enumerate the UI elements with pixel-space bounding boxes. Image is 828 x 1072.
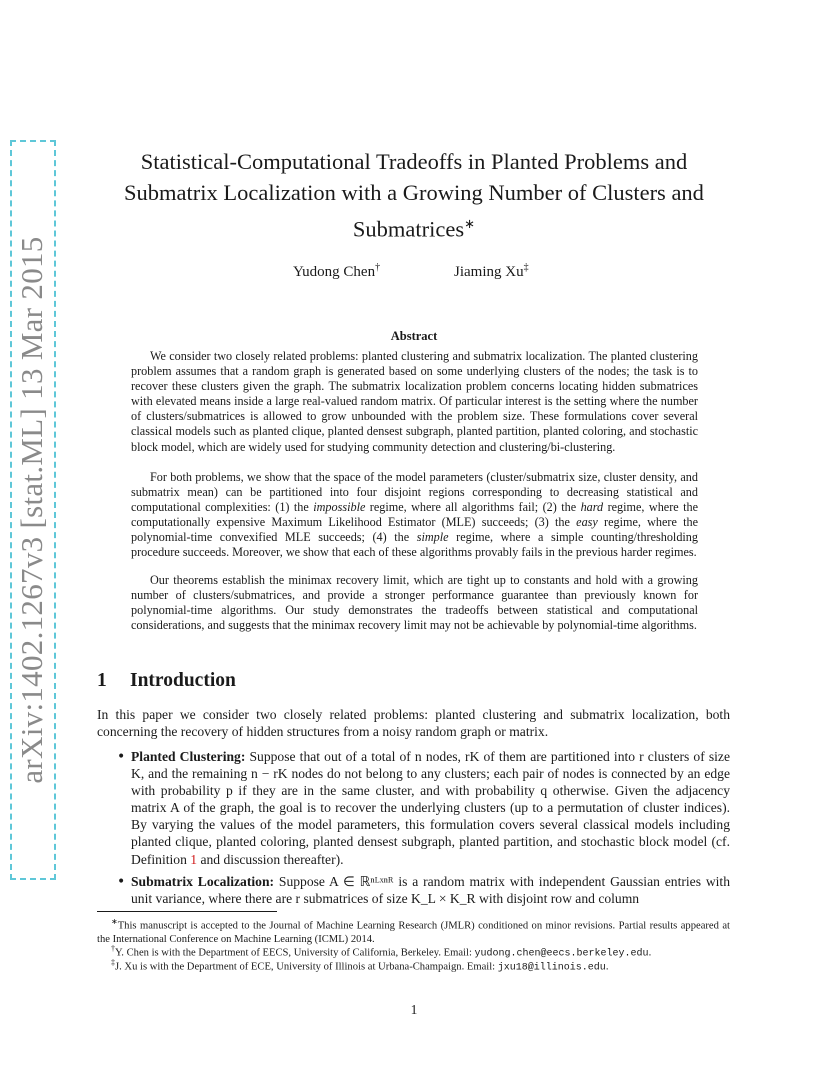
section-title: Introduction [130,670,236,691]
abstract-heading: Abstract [390,329,438,343]
footnote-divider [97,911,277,912]
bullet-marker: • [117,749,126,765]
title-line-1: Statistical-Computational Tradeoffs in Planted Problems and [140,149,688,174]
bullet-marker: • [117,874,126,890]
section-number: 1 [97,670,107,691]
abstract-paragraph-3: Our theorems establish the minimax recovery limit, which are tight up to constants and hold with a growing number of clusters/submatrices, and provide a stronger performance guarantee than previously known for polynomial-time algorithms. Our study demonstrates the tradeoffs between statistical and computational considerations, and suggests that the minimax recovery limit may not be achievable by polynomial-time algorithms. [131,573,698,633]
author-xu: Jiaming Xu‡ [454,262,529,280]
email-xu[interactable]: jxu18@illinois.edu [497,962,606,974]
bullet-planted-clustering: Planted Clustering: Suppose that out of a total of n nodes, rK of them are partitioned into r clusters of size K, and the remaining n − rK nodes do not belong to any clusters; each pair of nodes is connected by an edge with probability p if they are in the same cluster, and with probability q otherwise. Given the adjacency matrix A of the graph, the goal is to recover the underlying clusters (up to a permutation of cluster indices). By varying the values of the model parameters, this formulation covers several classical models including planted clique, planted coloring, planted densest subgraph, planted partition, and stochastic block model (cf. Definition 1 and discussion thereafter). [131,749,731,867]
title-footnote-mark: ∗ [464,216,476,231]
author-chen: Yudong Chen† [293,262,381,280]
footnote-3: ‡J. Xu is with the Department of ECE, University of Illinois at Urbana-Champaign. Email: jxu18@illinois.edu. [111,958,609,974]
title-line-3: Submatrices∗ [352,216,476,242]
email-chen[interactable]: yudong.chen@eecs.berkeley.edu [474,948,649,960]
intro-paragraph: In this paper we consider two closely related problems: planted clustering and submatrix localization, both concerning the recovery of hidden structures from a noisy random graph or matrix. [97,707,730,740]
arxiv-identifier-stamp: arXiv:1402.1267v3 [stat.ML] 13 Mar 2015 [10,140,56,880]
footnote-1: ∗This manuscript is accepted to the Journal of Machine Learning Research (JMLR) conditioned on minor revisions. Partial results appeared at the International Conference on Machine Learning (ICML) 2014. [97,917,730,945]
abstract-paragraph-1: We consider two closely related problems: planted clustering and submatrix localization. The planted clustering problem assumes that a random graph is generated based on some underlying clusters of the nodes; the task is to recover these clusters given the graph. The submatrix localization problem concerns locating hidden submatrices with elevated means inside a large real-valued random matrix. Of particular interest is the setting where the number of clusters/submatrices is allowed to grow unbounded with the problem size. These formulations cover several classical models such as planted clique, planted densest subgraph, planted partition, planted coloring, and stochastic block model, which are widely used for studying community detection and clustering/bi-clustering. [131,349,698,454]
bullet-submatrix-localization: Submatrix Localization: Suppose A ∈ ℝⁿᴸˣⁿᴿ is a random matrix with independent Gaussian entries with unit variance, where there are r submatrices of size K_L × K_R with disjoint row and column [131,874,730,907]
footnote-2: †Y. Chen is with the Department of EECS, University of California, Berkeley. Email: yudong.chen@eecs.berkeley.edu. [111,944,652,960]
page-number: 1 [410,1002,418,1017]
abstract-paragraph-2: For both problems, we show that the space of the model parameters (cluster/submatrix size, cluster density, and submatrix mean) can be partitioned into four disjoint regions corresponding to decreasing statistical and computational complexities: (1) the impossible regime, where all algorithms fail; (2) the hard regime, where the computationally expensive Maximum Likelihood Estimator (MLE) succeeds; (3) the easy regime, where the polynomial-time convexified MLE succeeds; (4) the simple regime, where a simple counting/thresholding procedure succeeds. Moreover, we show that each of these algorithms provably fails in the previous harder regimes. [131,470,698,560]
definition-link[interactable]: 1 [190,851,198,867]
paper-title [80,146,748,245]
title-line-2: Submatrix Localization with a Growing Number of Clusters and [124,180,704,205]
